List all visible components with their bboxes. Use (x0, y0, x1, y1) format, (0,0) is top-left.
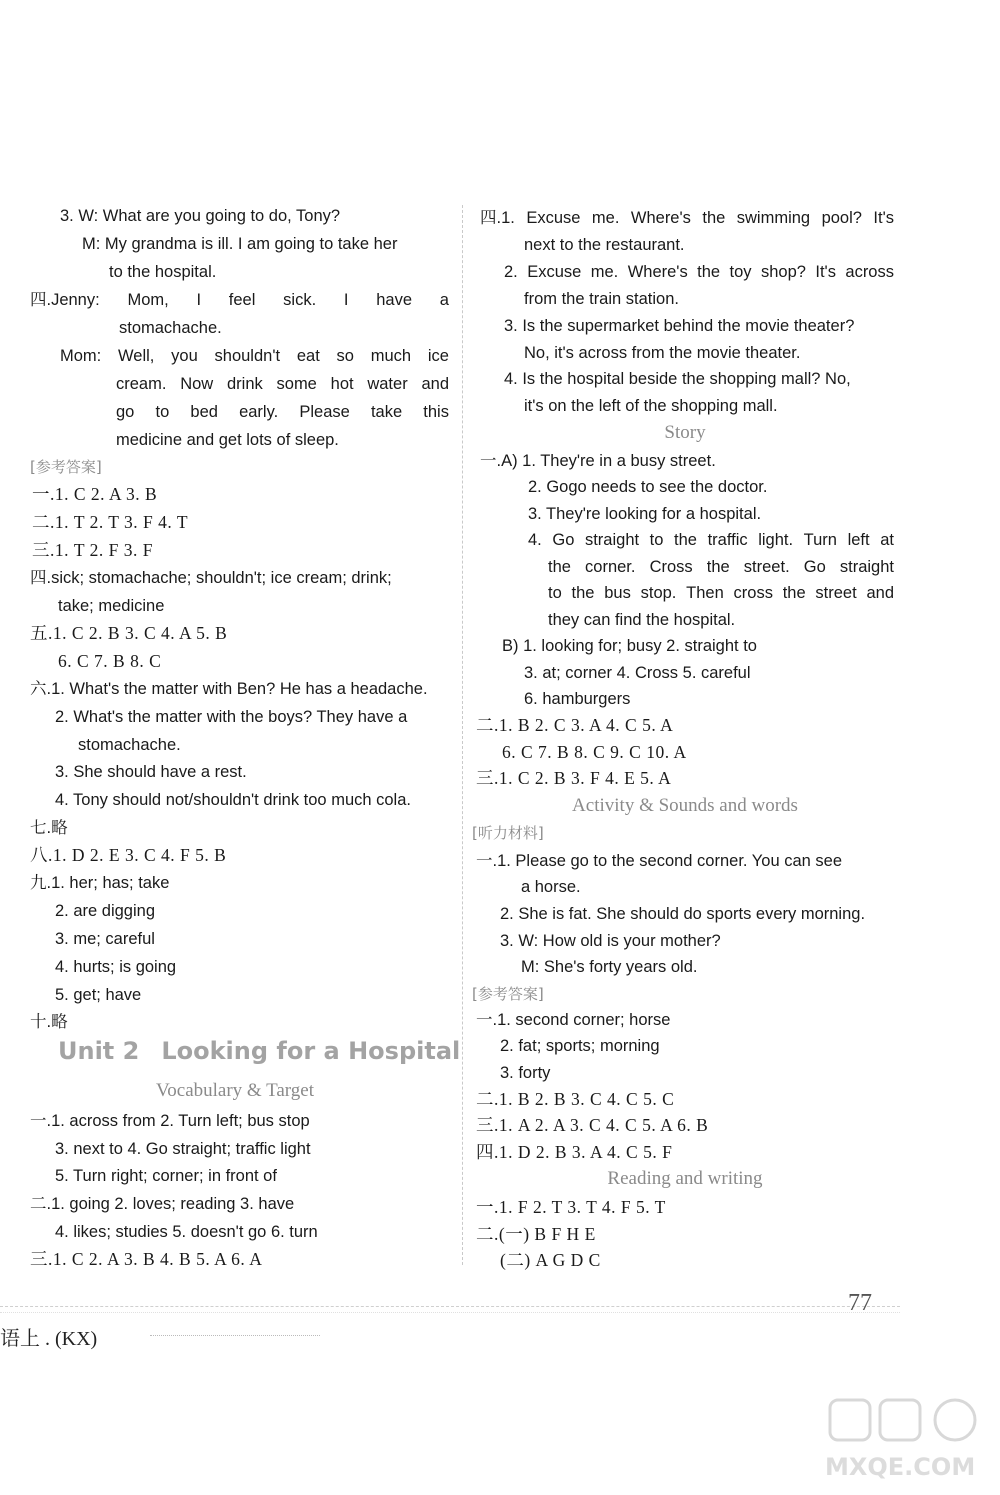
left-line: take; medicine (58, 597, 165, 615)
left-line: to the hospital. (109, 263, 217, 281)
right-line: 2. She is fat. She should do sports every morning. (500, 905, 866, 923)
watermark-icon (815, 1395, 990, 1490)
right-line: 2. fat; sports; morning (500, 1037, 660, 1055)
left-line: 4. likes; studies 5. doesn't go 6. turn (55, 1223, 318, 1241)
right-line: 四.1. D 2. B 3. A 4. C 5. F (476, 1142, 673, 1162)
left-line: [参考答案] (30, 458, 102, 476)
left-line: 2. are digging (55, 902, 155, 920)
right-line: from the train station. (524, 290, 679, 308)
column-divider (462, 205, 463, 1265)
right-line: 二.1. B 2. C 3. A 4. C 5. A (476, 715, 674, 735)
left-line: 四.Jenny: Mom, I feel sick. I have a (30, 291, 449, 309)
left-line: 五.1. C 2. B 3. C 4. A 5. B (30, 623, 228, 643)
left-line: Mom: Well, you shouldn't eat so much ice (60, 347, 449, 365)
left-line: 2. What's the matter with the boys? They have a (55, 708, 408, 726)
footer-rule (0, 1306, 900, 1307)
right-line: 一.1. F 2. T 3. T 4. F 5. T (476, 1197, 666, 1217)
right-line: 一.1. Please go to the second corner. You can see (476, 852, 843, 870)
left-line: 3. W: What are you going to do, Tony? (60, 207, 341, 225)
right-line: 一.A) 1. They're in a busy street. (480, 452, 716, 470)
right-line: 3. Is the supermarket behind the movie theater? (504, 317, 855, 335)
right-line: to the bus stop. Then cross the street and (548, 584, 894, 602)
section-story: Story (664, 422, 706, 443)
left-line: 6. C 7. B 8. C (58, 651, 162, 671)
right-line: 3. at; corner 4. Cross 5. careful (524, 664, 751, 682)
page-number: 77 (848, 1290, 872, 1316)
left-line: 3. next to 4. Go straight; traffic light (55, 1140, 311, 1158)
right-line: 2. Gogo needs to see the doctor. (528, 478, 768, 496)
right-line: 2. Excuse me. Where's the toy shop? It's across (504, 263, 894, 281)
footer-dots (150, 1335, 320, 1336)
right-line: 6. C 7. B 8. C 9. C 10. A (502, 742, 687, 762)
watermark-logo (815, 1395, 990, 1490)
left-line: 4. Tony should not/shouldn't drink too much cola. (55, 791, 411, 809)
left-line: 一.1. across from 2. Turn left; bus stop (30, 1112, 310, 1130)
left-line: medicine and get lots of sleep. (116, 431, 339, 449)
left-line: 二.1. T 2. T 3. F 4. T (32, 512, 189, 532)
left-line: stomachache. (119, 319, 222, 337)
left-line: 5. get; have (55, 986, 142, 1004)
left-line: 二.1. going 2. loves; reading 3. have (30, 1195, 295, 1213)
left-line: 六.1. What's the matter with Ben? He has a headache. (30, 680, 428, 698)
right-line: it's on the left of the shopping mall. (524, 397, 778, 415)
section-vocabulary-target: Vocabulary & Target (155, 1080, 315, 1101)
right-line: (二) A G D C (500, 1250, 601, 1270)
left-line: 三.1. T 2. F 3. F (32, 540, 153, 560)
right-line: 二.(一) B F H E (476, 1224, 596, 1244)
right-line: a horse. (521, 878, 581, 896)
right-line: 3. forty (500, 1064, 551, 1082)
left-line: 四.sick; stomachache; shouldn't; ice cream; drink; (30, 569, 392, 587)
unit-name: Looking for a Hospital (161, 1037, 461, 1065)
left-line: 一.1. C 2. A 3. B (32, 484, 158, 504)
left-line: stomachache. (78, 736, 181, 754)
right-line: 一.1. second corner; horse (476, 1011, 671, 1029)
right-line: 4. Go straight to the traffic light. Turn left at (528, 531, 894, 549)
right-line: 6. hamburgers (524, 690, 631, 708)
left-line: 5. Turn right; corner; in front of (55, 1167, 277, 1185)
right-line: they can find the hospital. (548, 611, 736, 629)
right-line: M: She's forty years old. (521, 958, 698, 976)
left-line: cream. Now drink some hot water and (116, 375, 449, 393)
right-line: 3. W: How old is your mother? (500, 932, 721, 950)
left-line: 七.略 (30, 819, 68, 837)
left-line: 八.1. D 2. E 3. C 4. F 5. B (30, 845, 227, 865)
right-line: [听力材料] (472, 824, 544, 842)
left-line: 九.1. her; has; take (30, 874, 170, 892)
right-line: the corner. Cross the street. Go straight (548, 558, 894, 576)
right-line: No, it's across from the movie theater. (524, 344, 801, 362)
right-line: 三.1. C 2. B 3. F 4. E 5. A (476, 768, 672, 788)
section-activity: Activity & Sounds and words (572, 795, 798, 816)
right-line: 二.1. B 2. B 3. C 4. C 5. C (476, 1089, 675, 1109)
left-line: 十.略 (30, 1013, 68, 1031)
unit-number: Unit 2 (58, 1037, 140, 1065)
right-line: B) 1. looking for; busy 2. straight to (502, 637, 757, 655)
right-line: 4. Is the hospital beside the shopping mall? No, (504, 370, 851, 388)
unit-title (58, 1037, 482, 1065)
right-line: [参考答案] (472, 985, 544, 1003)
right-line: 3. They're looking for a hospital. (528, 505, 762, 523)
left-line: 三.1. C 2. A 3. B 4. B 5. A 6. A (30, 1249, 263, 1269)
footer-label: 语上 . (KX) (0, 1328, 98, 1350)
left-line: 4. hurts; is going (55, 958, 177, 976)
left-line: 3. me; careful (55, 930, 155, 948)
right-line: 四.1. Excuse me. Where's the swimming pool? It's (480, 209, 894, 227)
left-line: 3. She should have a rest. (55, 763, 247, 781)
watermark-text: MXQE.COM (825, 1453, 976, 1481)
left-line: M: My grandma is ill. I am going to take her (82, 235, 398, 253)
footer-rule-dotted (0, 1312, 900, 1313)
right-line: 三.1. A 2. A 3. C 4. C 5. A 6. B (476, 1115, 709, 1135)
left-line: go to bed early. Please take this (116, 403, 449, 421)
right-line: next to the restaurant. (524, 236, 685, 254)
section-reading-writing: Reading and writing (607, 1168, 763, 1189)
